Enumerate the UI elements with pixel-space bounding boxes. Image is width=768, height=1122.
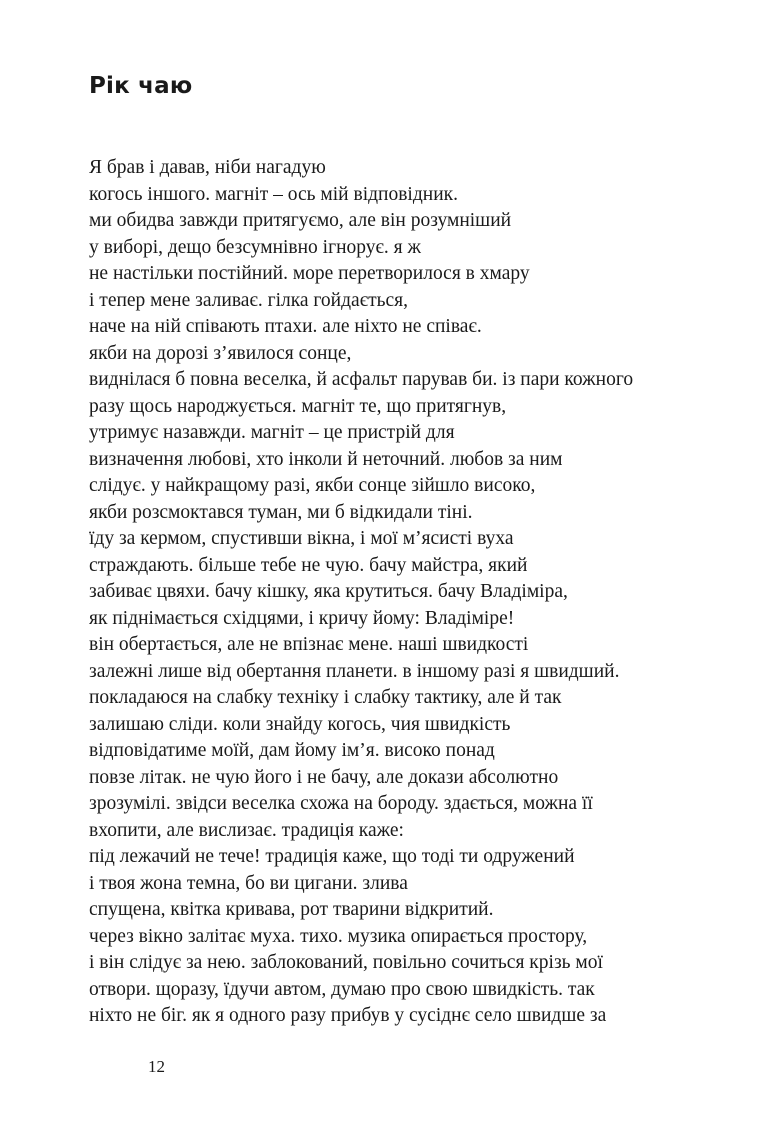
poem-line: як піднімається східцями, і кричу йому: Владіміре! xyxy=(89,607,515,629)
poem-line: не настільки постійний. море перетворилося в хмару xyxy=(89,263,530,284)
poem-line: і тепер мене заливає. гілка гойдається, xyxy=(89,289,408,311)
poem-line: страждають. більше тебе не чую. бачу майстра, який xyxy=(89,554,528,576)
poem-line: зрозумілі. звідси веселка схожа на бороду. здається, можна її xyxy=(89,793,593,814)
poem-line: він обертається, але не впізнає мене. наші швидкості xyxy=(89,634,529,655)
poem-line: вхопити, але вислизає. традиція каже: xyxy=(89,819,404,841)
poem-title: Рік чаю xyxy=(89,73,193,99)
poem-line: слідує. у найкращому разі, якби сонце зійшло високо, xyxy=(89,475,536,496)
poem-line: їду за кермом, спустивши вікна, і мої м’ясисті вуха xyxy=(89,528,514,549)
poem-line: виднілася б повна веселка, й асфальт парував би. із пари кожного xyxy=(89,369,634,390)
poem-line: і твоя жона темна, бо ви цигани. злива xyxy=(89,872,408,894)
poem-line: і він слідує за нею. заблокований, повільно сочиться крізь мої xyxy=(89,952,603,973)
poem-line: ніхто не біг. як я одного разу прибув у сусіднє село швидше за xyxy=(89,1005,607,1026)
poem-line: залежні лише від обертання планети. в іншому разі я швидший. xyxy=(89,660,620,682)
poem-line: наче на ній співають птахи. але ніхто не співає. xyxy=(89,316,482,337)
poem-line: визначення любові, хто інколи й неточний. любов за ним xyxy=(89,448,563,470)
poem-line: покладаюся на слабку техніку і слабку тактику, але й так xyxy=(89,687,562,708)
poem-line: когось іншого. магніт – ось мій відповідник. xyxy=(89,183,458,205)
poem-line: залишаю сліди. коли знайду когось, чия швидкість xyxy=(89,713,511,735)
poem-line: повзе літак. не чую його і не бачу, але докази абсолютно xyxy=(89,766,559,788)
poem-line: Я брав і давав, ніби нагадую xyxy=(89,157,326,178)
poem-line: у виборі, дещо безсумнівно ігнорує. я ж xyxy=(89,236,421,258)
poem-line: спущена, квітка кривава, рот тварини відкритий. xyxy=(89,899,494,920)
poem-body xyxy=(89,155,633,1030)
poem-line: утримує назавжди. магніт – це пристрій для xyxy=(89,422,455,443)
poem-line: забиває цвяхи. бачу кішку, яка крутиться. бачу Владіміра, xyxy=(89,581,568,602)
poem-line: ми обидва завжди притягуємо, але він розумніший xyxy=(89,210,512,231)
poem-line: якби на дорозі з’явилося сонце, xyxy=(89,342,352,364)
poem-line: якби розсмоктався туман, ми б відкидали тіні. xyxy=(89,501,473,523)
poem-line: під лежачий не тече! традиція каже, що тоді ти одружений xyxy=(89,846,575,867)
poem-line: отвори. щоразу, їдучи автом, думаю про свою швидкість. так xyxy=(89,978,595,1000)
poem-line: через вікно залітає муха. тихо. музика опирається простору, xyxy=(89,925,588,947)
poem-line: відповідатиме моїй, дам йому ім’я. високо понад xyxy=(89,740,495,761)
page-number: 12 xyxy=(148,1057,165,1076)
poem-line: разу щось народжується. магніт те, що притягнув, xyxy=(89,395,507,417)
